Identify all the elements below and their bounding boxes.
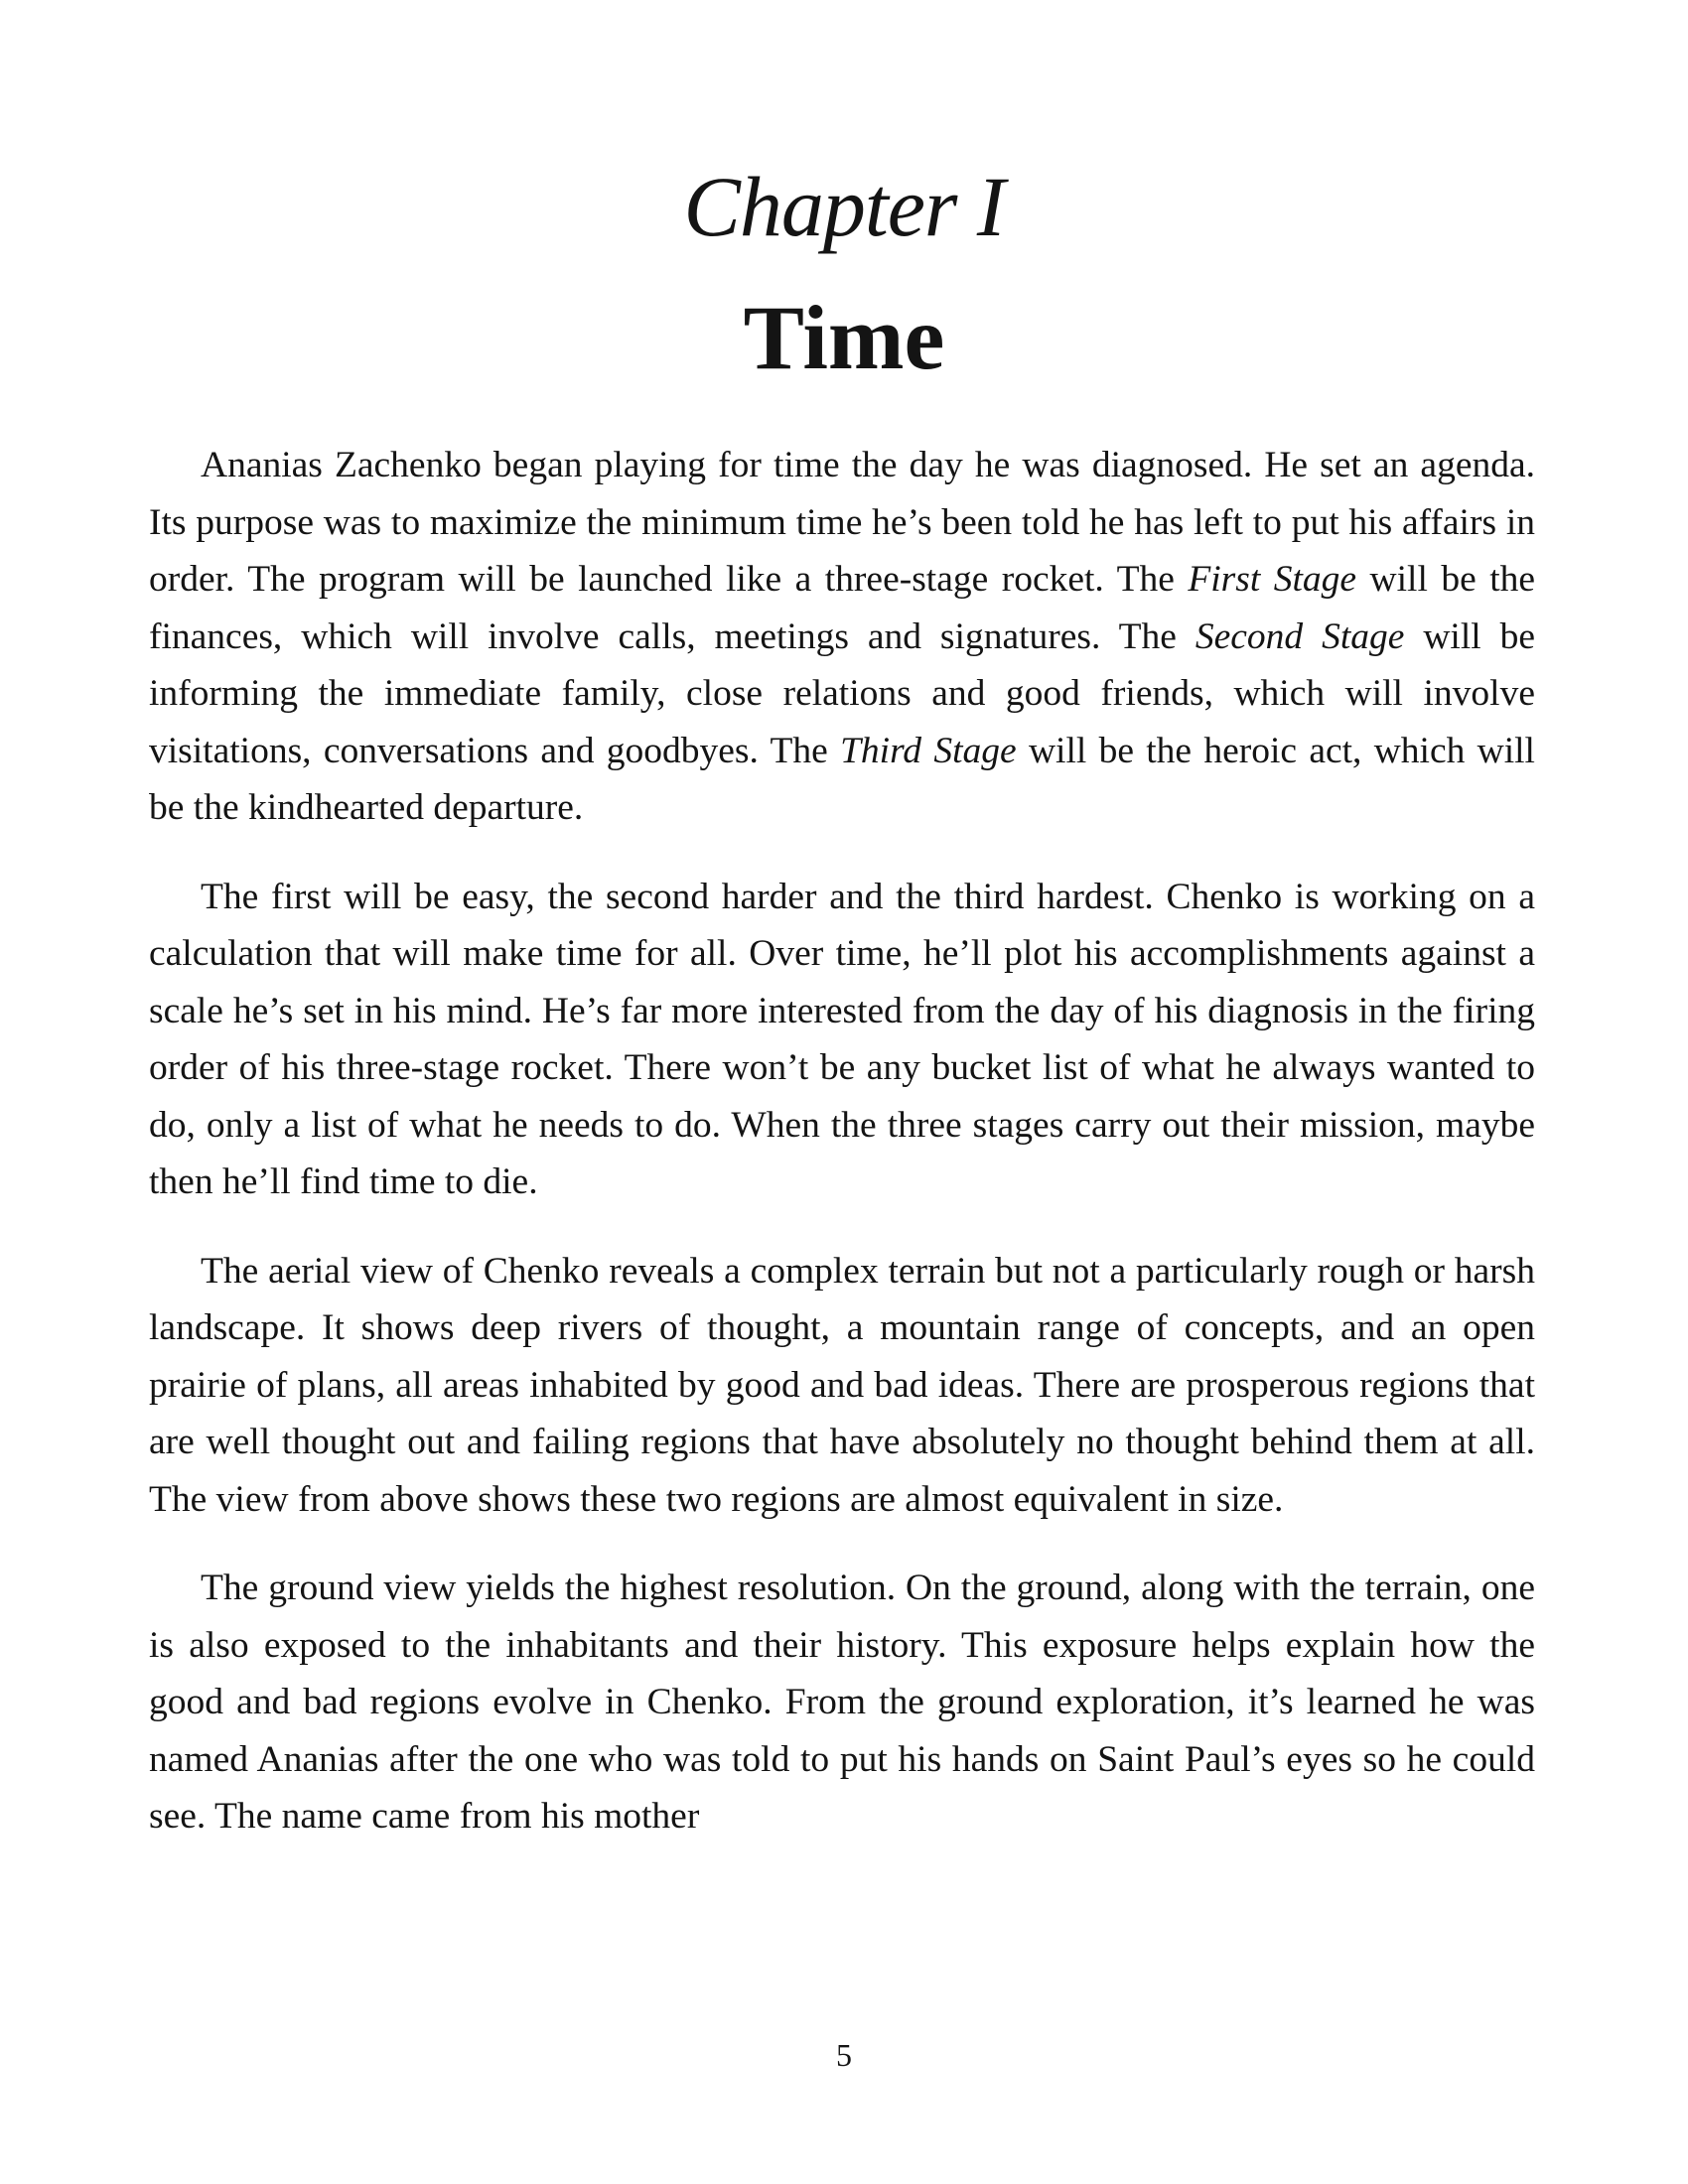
- paragraph-text: Ananias Zachenko began playing for time the day he was diagnosed. He set an agenda. Its purpose was to maximize the minimum time he’s been told he has left to put his affairs in order. The program will be launched like a three-stage rocket. The: [149, 445, 1535, 600]
- paragraph-2: [149, 869, 1535, 1211]
- italic-phrase-second-stage: Second Stage: [1195, 615, 1405, 657]
- paragraph-3: [149, 1243, 1535, 1529]
- chapter-body: [149, 437, 1535, 1877]
- italic-phrase-third-stage: Third Stage: [840, 730, 1017, 771]
- paragraph-text: will be the finances, which will involve calls, meetings and signatures. The: [149, 559, 1536, 657]
- chapter-title: Time: [743, 287, 945, 388]
- paragraph-1: [149, 437, 1535, 837]
- paragraph-text: The first will be easy, the second harder and the third hardest. Chenko is working on a calculation that will make time for all. Over time, he’ll plot his accomplishments against a scale he’s set in his mind. He’s far more interested from the day of his diagnosis in the firing order of his three-stage rocket. There won’t be any bucket list of what he always wanted to do, only a list of what he needs to do. When the three stages carry out their mission, maybe then he’ll find time to die.: [149, 876, 1535, 1202]
- page-number: 5: [836, 2037, 852, 2073]
- paragraph-text: will be the heroic act, which will be the kindhearted departure.: [149, 730, 1535, 828]
- paragraph-text: The aerial view of Chenko reveals a complex terrain but not a particularly rough or harsh landscape. It shows deep rivers of thought, a mountain range of concepts, and an open prairie of plans, all areas inhabited by good and bad ideas. There are prosperous regions that are well thought out and failing regions that have absolutely no thought behind them at all. The view from above shows these two regions are almost equivalent in size.: [149, 1250, 1535, 1520]
- paragraph-text: will be informing the immediate family, close relations and good friends, which will involve visitations, conversations and goodbyes. The: [149, 615, 1536, 771]
- paragraph-4: [149, 1560, 1535, 1845]
- italic-phrase-first-stage: First Stage: [1188, 559, 1357, 600]
- paragraph-text: The ground view yields the highest resolution. On the ground, along with the terrain, one is also exposed to the inhabitants and their history. This exposure helps explain how the good and bad regions evolve in Chenko. From the ground exploration, it’s learned he was named Ananias after the one who was told to put his hands on Saint Paul’s eyes so he could see. The name came from his mother: [149, 1568, 1535, 1837]
- chapter-label: Chapter I: [683, 159, 1005, 254]
